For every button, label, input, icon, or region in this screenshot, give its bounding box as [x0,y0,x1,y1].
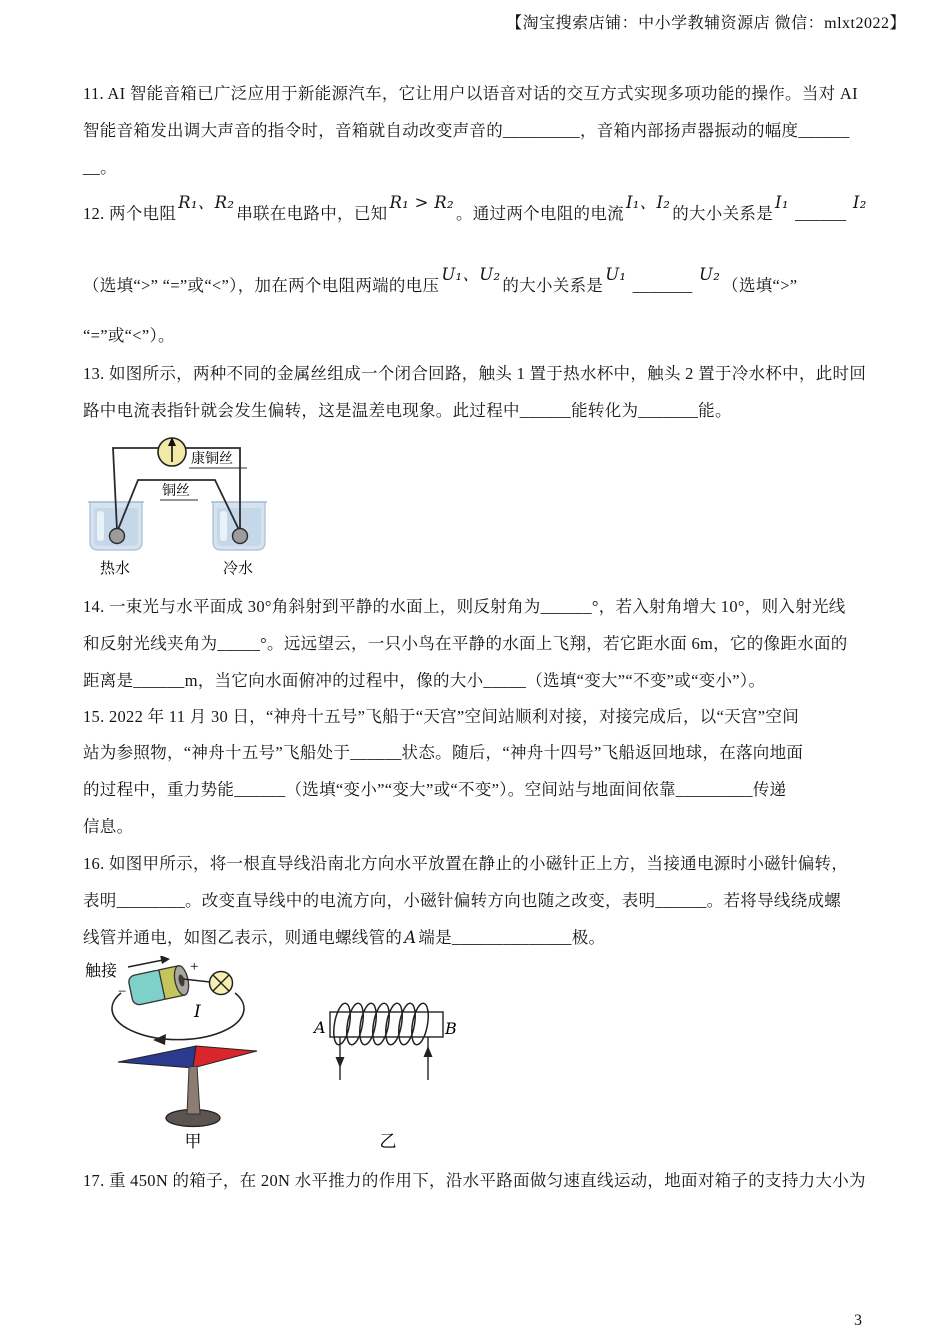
q12-line3 [83,326,893,346]
constantan-label: 康铜丝 [191,452,233,467]
thermocouple-diagram [80,432,315,584]
q15-line3: 的过程中，重力势能______（选填“变小”“变大”或“不变”）。空间站与地面间依靠_________传递 [83,780,787,799]
q12-line2 [83,265,893,296]
text-run: 。通过两个电阻的电流 [455,204,624,223]
contact-2 [233,529,248,544]
needle-stand [166,1066,220,1127]
cold-water-label: 冷水 [222,561,254,577]
lead-right [424,1037,433,1080]
q16-figure-jia [73,956,303,1157]
contact-1 [110,529,125,544]
q12-line1 [83,193,893,224]
minus-sign: − [118,984,127,1000]
text-run: ______ [790,204,851,223]
solenoid-diagram [308,1000,473,1150]
text-run: （选填“>” [722,276,798,295]
math-expression: U₂ [699,265,721,284]
text-run: 端是______________极。 [418,928,606,947]
q15-line4: 信息。 [83,817,134,836]
header-shop-notice: 【淘宝搜索店铺：中小学教辅资源店 微信：mlxt2022】 [506,15,906,32]
q15-line2: 站为参照物，“神舟十五号”飞船处于______状态。随后，“神舟十四号”飞船返回地球，在落向地面 [83,743,804,762]
math-expression: R₁ > R₂ [389,193,454,212]
text-run: 12. 两个电阻 [83,204,177,223]
q17-line1: 17. 重 450N 的箱子，在 20N 水平推力的作用下，沿水平路面做匀速直线运动，地面对箱子的支持力大小为 [83,1171,866,1190]
plus-sign: + [190,959,199,975]
current-arrow [153,1034,166,1045]
touch-arrow [128,960,163,967]
math-expression: U₁ [605,265,627,284]
text-run: （选填“>” “=”或“<”），加在两个电阻两端的电压 [83,276,440,295]
q13-figure [80,432,315,589]
text-run: 的大小关系是 [502,276,604,295]
q15-line1: 15. 2022 年 11 月 30 日，“神舟十五号”飞船于“天宫”空间站顺利对接，对接完成后，以“天宫”空间 [83,707,800,726]
text-run: 线管并通电，如图乙表示，则通电螺线管的 [83,928,403,947]
caption-jia: 甲 [184,1132,202,1151]
math-expression: I₂ [852,193,867,212]
math-expression: A [404,928,417,947]
q14-line1: 14. 一束光与水平面成 30°角斜射到平静的水面上，则反射角为______°，若入射角增大 10°，则入射光线 [83,597,846,616]
q13-line1: 13. 如图所示，两种不同的金属丝组成一个闭合回路，触头 1 置于热水杯中，触头 2 置于冷水杯中，此时回 [83,364,867,383]
math-expression: U₁、U₂ [441,265,501,284]
text-run: _______ [628,276,698,295]
hot-water-label: 热水 [99,561,131,577]
compass-needle-icon [118,1046,257,1068]
touch-label: 触接 [85,963,118,980]
caption-yi: 乙 [379,1132,397,1150]
q14-line2: 和反射光线夹角为_____°。远远望云，一只小鸟在平静的水面上飞翔，若它距水面 6m，它的像距水面的 [83,634,848,653]
text-run: 的大小关系是 [672,204,774,223]
q13-line2: 路中电流表指针就会发生偏转，这是温差电现象。此过程中______能转化为_______能。 [83,401,732,420]
q16-figure-yi [308,1000,473,1155]
oersted-experiment-diagram [73,956,303,1152]
q16-line3 [83,928,893,948]
math-expression: I₁ [775,193,789,212]
current-loop-wire [112,993,244,1040]
math-expression: I₁、I₂ [625,193,671,212]
q11-line2: 智能音箱发出调大声音的指令时，音箱就自动改变声音的_________，音箱内部扬声器振动的幅度______ [83,121,850,140]
text-run: “=”或“<”）。 [83,326,175,345]
q11-line3: __。 [83,158,117,177]
current-symbol: I [194,1002,201,1022]
q16-line2: 表明________。改变直导线中的电流方向，小磁针偏转方向也随之改变，表明______。若将导线绕成螺 [83,891,842,910]
q14-line3: 距离是______m，当它向水面俯冲的过程中，像的大小_____（选填“变大”“不变”或“变小”）。 [83,671,766,690]
battery-icon [128,964,191,1006]
terminal-a-label: A [314,1018,326,1037]
q16-line1: 16. 如图甲所示，将一根直导线沿南北方向水平放置在静止的小磁针正上方，当接通电源时小磁针偏转， [83,854,849,873]
q11-line1: 11. AI 智能音箱已广泛应用于新能源汽车，它让用户以语音对话的交互方式实现多项功能的操作。当对 AI [83,84,858,103]
math-expression: R₁、R₂ [178,193,235,212]
terminal-b-label: B [445,1019,457,1038]
page-number: 3 [854,1312,862,1329]
text-run: 串联在电路中，已知 [236,204,388,223]
galvanometer-icon [158,437,186,466]
copper-label: 铜丝 [162,484,190,499]
